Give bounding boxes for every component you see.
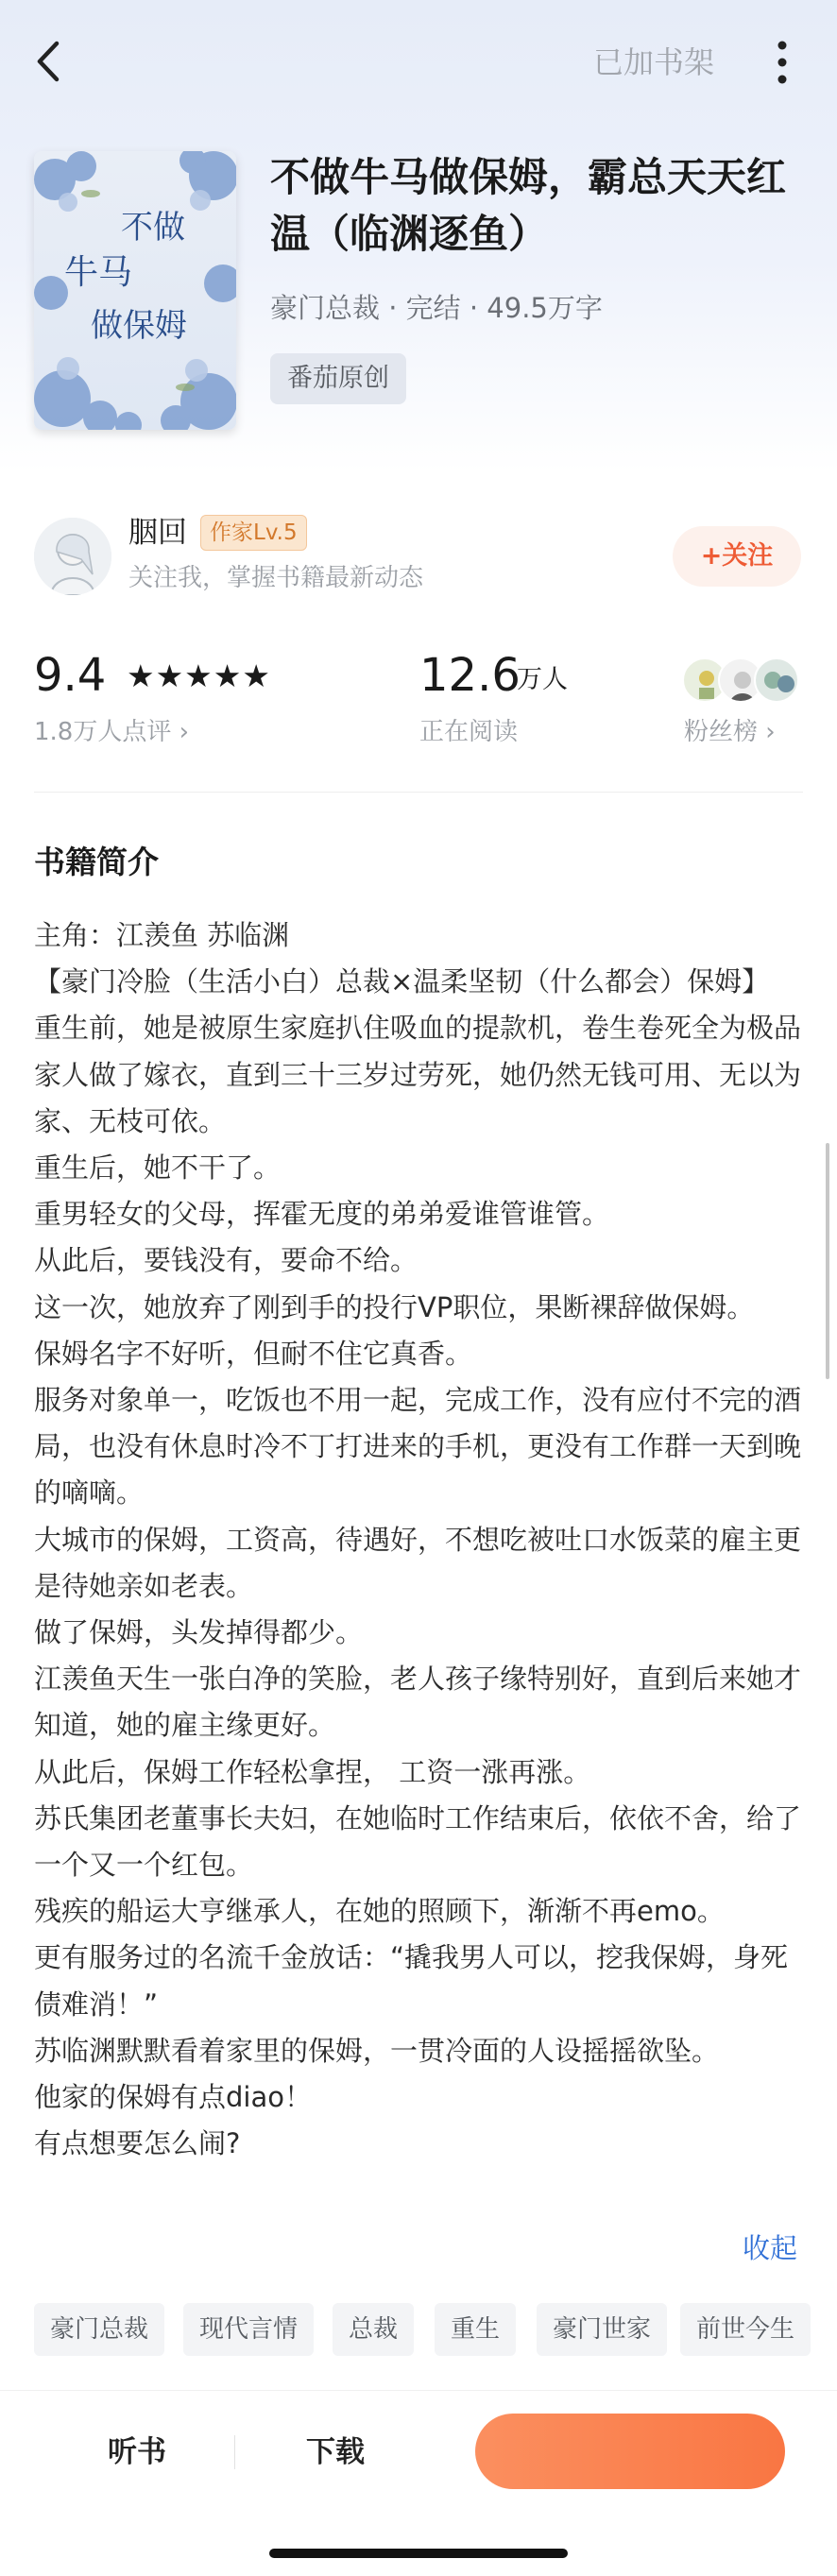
- intro-paragraph: 【豪门冷脸（生活小白）总裁×温柔坚韧（什么都会）保姆】: [34, 965, 770, 998]
- added-to-shelf-label[interactable]: 已加书架: [593, 44, 715, 80]
- intro-paragraph: 重生前，她是被原生家庭扒住吸血的提款机，卷生卷死全为极品家人做了嫁衣，直到三十三岁过劳死，她仍然无钱可用、无以为家、无枝可依。: [34, 1012, 802, 1137]
- svg-text:不做: 不做: [121, 209, 185, 247]
- home-indicator: [269, 2549, 568, 2558]
- more-options-icon[interactable]: [765, 36, 799, 89]
- intro-heading: 书籍简介: [34, 844, 159, 880]
- intro-paragraph: 大城市的保姆，工资高，待遇好，不想吃被吐口水饭菜的雇主更是待她亲如老表。: [34, 1523, 802, 1602]
- scrollbar[interactable]: [826, 1143, 829, 1379]
- reading-count: 12.6: [419, 649, 521, 702]
- tag-item[interactable]: 豪门总裁: [34, 2303, 164, 2356]
- book-cover-art: [34, 151, 236, 430]
- rating-stars: ★★★★★: [127, 657, 271, 694]
- book-intro: [34, 913, 805, 2167]
- fan-ranking-link[interactable]: 粉丝榜 ›: [684, 718, 776, 746]
- svg-text:做保姆: 做保姆: [91, 307, 187, 345]
- bottom-bar-separator: [234, 2435, 235, 2469]
- rating-count-link[interactable]: 1.8万人点评 ›: [34, 718, 190, 746]
- svg-text:牛马: 牛马: [64, 253, 133, 292]
- intro-paragraph: 江羡鱼天生一张白净的笑脸，老人孩子缘特别好，直到后来她才知道，她的雇主缘更好。: [34, 1663, 802, 1742]
- intro-paragraph: 重男轻女的父母，挥霍无度的弟弟爱谁管谁管。: [34, 1198, 610, 1231]
- intro-paragraph: 他家的保姆有点diao！: [34, 2081, 312, 2114]
- intro-paragraph: 从此后，要钱没有，要命不给。: [34, 1244, 418, 1277]
- intro-paragraph: 苏氏集团老董事长夫妇，在她临时工作结束后，依依不舍，给了一个又一个红包。: [34, 1801, 802, 1882]
- download-button[interactable]: 下载: [306, 2435, 365, 2469]
- follow-button[interactable]: +关注: [673, 526, 801, 587]
- publisher-tag: 番茄原创: [270, 353, 406, 404]
- intro-paragraph: 重生后，她不干了。: [34, 1152, 282, 1185]
- tag-item[interactable]: 现代言情: [183, 2303, 314, 2356]
- intro-paragraph: 有点想要怎么闹?: [34, 2127, 241, 2160]
- author-level-badge: 作家Lv.5: [200, 515, 307, 551]
- reading-unit: 万人: [517, 665, 568, 694]
- rating-score: 9.4: [34, 649, 107, 702]
- intro-paragraph: 这一次，她放弃了刚到手的投行VP职位，果断裸辞做保姆。: [34, 1290, 755, 1323]
- intro-paragraph: 服务对象单一，吃饭也不用一起，完成工作，没有应付不完的酒局，也没有休息时冷不丁打进来的手机，更没有工作群一天到晚的嘀嘀。: [34, 1384, 802, 1510]
- fan-avatar: [754, 657, 799, 703]
- reading-label: 正在阅读: [419, 718, 519, 746]
- fan-avatars[interactable]: [682, 657, 805, 703]
- author-name[interactable]: 胭回: [128, 516, 187, 550]
- intro-paragraph: 主角：江羡鱼 苏临渊: [34, 919, 290, 951]
- tag-item[interactable]: 重生: [435, 2303, 516, 2356]
- tag-item[interactable]: 豪门世家: [537, 2303, 667, 2356]
- book-cover[interactable]: [34, 151, 236, 430]
- intro-paragraph: 更有服务过的名流千金放话：“撬我男人可以，挖我保姆，身死债难消！”: [34, 1941, 789, 2021]
- collapse-intro-link[interactable]: 收起: [743, 2232, 798, 2264]
- intro-paragraph: 做了保姆，头发掉得都少。: [34, 1616, 364, 1649]
- intro-paragraph: 从此后，保姆工作轻松拿捏， 工资一涨再涨。: [34, 1755, 591, 1788]
- book-title: 不做牛马做保姆，霸总天天红温（临渊逐鱼）: [270, 154, 787, 257]
- top-nav: [0, 0, 837, 123]
- back-chevron-icon[interactable]: [28, 36, 76, 87]
- intro-paragraph: 残疾的船运大亨继承人，在她的照顾下，渐渐不再emo。: [34, 1895, 725, 1928]
- intro-paragraph: 苏临渊默默看着家里的保姆，一贯冷面的人设摇摇欲坠。: [34, 2034, 720, 2067]
- read-button[interactable]: [475, 2414, 785, 2489]
- author-description: 关注我，掌握书籍最新动态: [128, 564, 424, 592]
- tag-item[interactable]: 前世今生: [680, 2303, 811, 2356]
- author-avatar[interactable]: [34, 518, 111, 595]
- book-meta: 豪门总裁 · 完结 · 49.5万字: [270, 292, 603, 324]
- section-divider: [34, 792, 803, 793]
- listen-button[interactable]: 听书: [108, 2435, 166, 2469]
- tag-item[interactable]: 总裁: [333, 2303, 414, 2356]
- intro-paragraph: 保姆名字不好听，但耐不住它真香。: [34, 1337, 473, 1370]
